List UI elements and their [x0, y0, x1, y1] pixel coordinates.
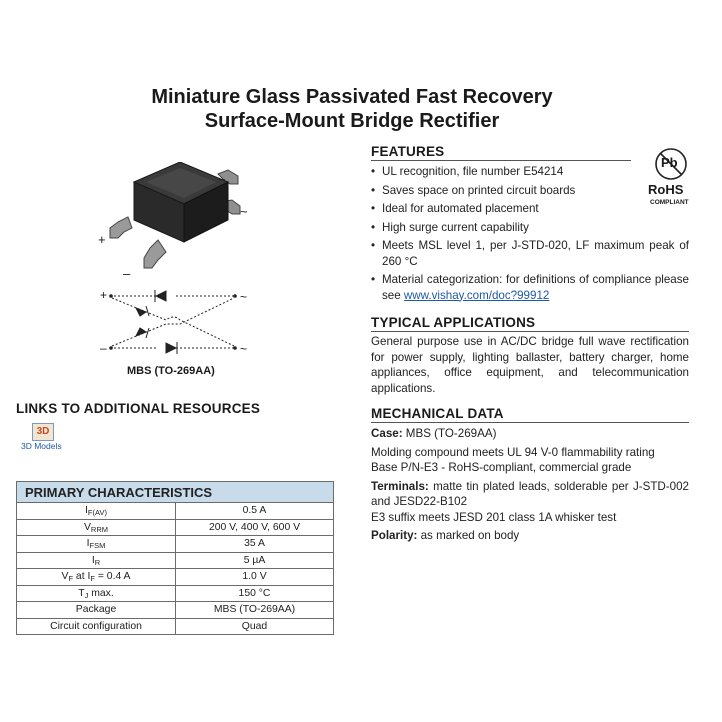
- mechanical-data-rule: [371, 422, 689, 423]
- case-line: Case: MBS (TO-269AA): [371, 427, 497, 440]
- list-item: • High surge current capability: [371, 220, 689, 236]
- package-minus-label: –: [123, 266, 131, 281]
- table-row: [17, 618, 334, 635]
- rohs-compliant-text: COMPLIANT: [650, 199, 689, 206]
- features-rule: [371, 160, 631, 161]
- value-cell: 5 µA: [176, 552, 334, 569]
- circuit-ac-top-label: ~: [240, 290, 248, 304]
- typical-applications-rule: [371, 331, 689, 332]
- typical-applications-heading: TYPICAL APPLICATIONS: [371, 315, 536, 330]
- value-cell: 200 V, 400 V, 600 V: [176, 519, 334, 536]
- table-row: [17, 503, 334, 520]
- value-cell: Quad: [176, 618, 334, 635]
- list-item: • Meets MSL level 1, per J-STD-020, LF maximum peak of 260 °C: [371, 238, 689, 269]
- circuit-plus-label: +: [100, 288, 108, 302]
- list-item: • Saves space on printed circuit boards: [371, 183, 689, 199]
- table-row: [17, 585, 334, 602]
- table-row: [17, 536, 334, 553]
- typical-applications-text: General purpose use in AC/DC bridge full wave rectification for power supply, lighting ballaster, battery charger, home appliances, office equipment, and telecommunication applications.: [371, 335, 689, 395]
- list-item: • Ideal for automated placement: [371, 201, 689, 217]
- param-cell: $I_{FSM}$: [17, 536, 176, 553]
- table-row: [17, 552, 334, 569]
- param-cell: $I_{F(AV)}$: [17, 503, 176, 520]
- base-line: Base P/N-E3 - RoHS-compliant, commercial grade: [371, 461, 632, 474]
- circuit-ac-bottom-label: ~: [240, 342, 248, 356]
- value-cell: MBS (TO-269AA): [176, 602, 334, 619]
- 3d-models-icon: 3D: [32, 423, 54, 441]
- title-line-2: Surface-Mount Bridge Rectifier: [204, 110, 500, 132]
- param-cell: $T_J$ max.: [17, 585, 176, 602]
- bridge-circuit-diagram: [96, 286, 256, 360]
- vishay-doc-link[interactable]: www.vishay.com/doc?99912: [403, 288, 550, 302]
- 3d-models-label: 3D Models: [21, 441, 62, 451]
- value-cell: 0.5 A: [176, 503, 334, 520]
- title-line-1: Miniature Glass Passivated Fast Recovery: [151, 86, 553, 108]
- list-item: • Material categorization: for definitions of compliance please see www.vishay.com/doc?99912: [371, 272, 689, 303]
- terminals-line: Terminals: matte tin plated leads, solderable per J-STD-002 and JESD22-B102: [371, 479, 689, 508]
- polarity-line: Polarity: as marked on body: [371, 529, 520, 542]
- mechanical-data-body: [371, 426, 689, 544]
- value-cell: 1.0 V: [176, 569, 334, 586]
- primary-characteristics-table: [16, 481, 334, 635]
- 3d-models-link[interactable]: [20, 421, 68, 453]
- molding-line: Molding compound meets UL 94 V-0 flammability rating: [371, 445, 655, 459]
- package-ac-label-2: ~: [240, 204, 248, 219]
- features-list: [371, 164, 689, 306]
- table-row: [17, 569, 334, 586]
- features-heading: FEATURES: [371, 144, 445, 159]
- param-cell: Package: [17, 602, 176, 619]
- document-title: [0, 85, 704, 133]
- package-ac-label-1: ~: [218, 172, 226, 187]
- param-cell: $V_{RRM}$: [17, 519, 176, 536]
- mechanical-data-heading: MECHANICAL DATA: [371, 406, 504, 421]
- circuit-minus-label: –: [100, 341, 107, 355]
- package-caption: MBS (TO-269AA): [127, 365, 215, 377]
- list-item: • UL recognition, file number E54214: [371, 164, 689, 180]
- param-cell: $V_F$ at $I_F = 0.4$ A: [17, 569, 176, 586]
- value-cell: 150 °C: [176, 585, 334, 602]
- param-cell: Circuit configuration: [17, 618, 176, 635]
- e3-line: E3 suffix meets JESD 201 class 1A whisker test: [371, 510, 617, 524]
- package-illustration: [88, 162, 268, 282]
- package-plus-label: +: [98, 232, 106, 247]
- pb-text: Pb: [661, 155, 678, 170]
- rohs-text: RoHS: [648, 182, 684, 197]
- primary-characteristics-heading: PRIMARY CHARACTERISTICS: [17, 482, 334, 503]
- param-cell: $I_R$: [17, 552, 176, 569]
- table-row: [17, 602, 334, 619]
- value-cell: 35 A: [176, 536, 334, 553]
- table-row: [17, 519, 334, 536]
- links-heading: LINKS TO ADDITIONAL RESOURCES: [16, 401, 261, 416]
